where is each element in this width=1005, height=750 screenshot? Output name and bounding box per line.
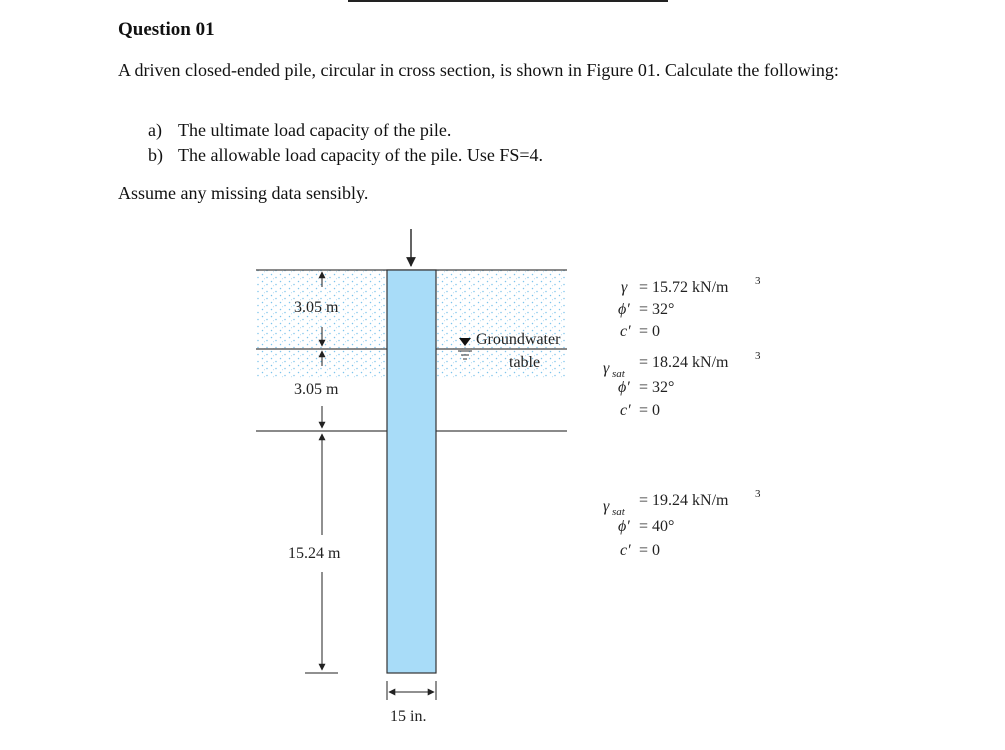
phi-value: = 40° [639, 518, 675, 535]
unit-exponent: 3 [755, 275, 761, 287]
cohesion-symbol: c′ [620, 323, 631, 340]
soil-properties-layer1 [618, 275, 761, 340]
unit-weight-symbol: γ [603, 360, 610, 377]
cohesion-symbol: c′ [620, 542, 631, 559]
sand-layer-left [256, 270, 386, 378]
dimension-label-layer3: 15.24 m [288, 545, 341, 562]
phi-symbol: ϕ′ [618, 518, 630, 535]
item-text: The ultimate load capacity of the pile. [178, 120, 452, 140]
question-title: Question 01 [118, 19, 215, 40]
unit-weight-symbol: γ [621, 279, 628, 296]
dimension-label-layer2: 3.05 m [294, 381, 339, 398]
phi-symbol: ϕ′ [618, 301, 630, 318]
soil-properties-layer2 [603, 350, 761, 419]
groundwater-label: table [509, 354, 541, 371]
unit-weight-subscript: sat [612, 368, 625, 380]
unit-exponent: 3 [755, 488, 761, 500]
item-text: The allowable load capacity of the pile. Use FS=4. [178, 145, 544, 165]
question-intro: A driven closed-ended pile, circular in cross section, is shown in Figure 01. Calculate the following: [118, 60, 839, 80]
soil-properties-layer3 [603, 488, 761, 559]
unit-weight-value: = 18.24 kN/m [639, 354, 729, 371]
phi-value: = 32° [639, 301, 675, 318]
cohesion-value: = 0 [639, 402, 661, 419]
groundwater-label: Groundwater [476, 331, 561, 348]
assumption-note: Assume any missing data sensibly. [118, 183, 369, 203]
unit-weight-value: = 15.72 kN/m [639, 279, 729, 296]
unit-exponent: 3 [755, 350, 761, 362]
unit-weight-subscript: sat [612, 506, 625, 518]
dimension-label-layer1: 3.05 m [294, 299, 339, 316]
sand-layer-right [437, 270, 567, 378]
item-label: a) [148, 120, 162, 140]
cohesion-symbol: c′ [620, 402, 631, 419]
svg-text:γ [621, 279, 628, 296]
phi-value: = 32° [639, 379, 675, 396]
item-label: b) [148, 145, 163, 165]
cohesion-value: = 0 [639, 542, 661, 559]
pile [387, 270, 436, 673]
unit-weight-symbol: γ [603, 498, 610, 515]
diameter-label: 15 in. [390, 708, 427, 725]
unit-weight-value: = 19.24 kN/m [639, 492, 729, 509]
phi-symbol: ϕ′ [618, 379, 630, 396]
cohesion-value: = 0 [639, 323, 661, 340]
svg-text:= 15.72 kN/m [639, 279, 729, 296]
